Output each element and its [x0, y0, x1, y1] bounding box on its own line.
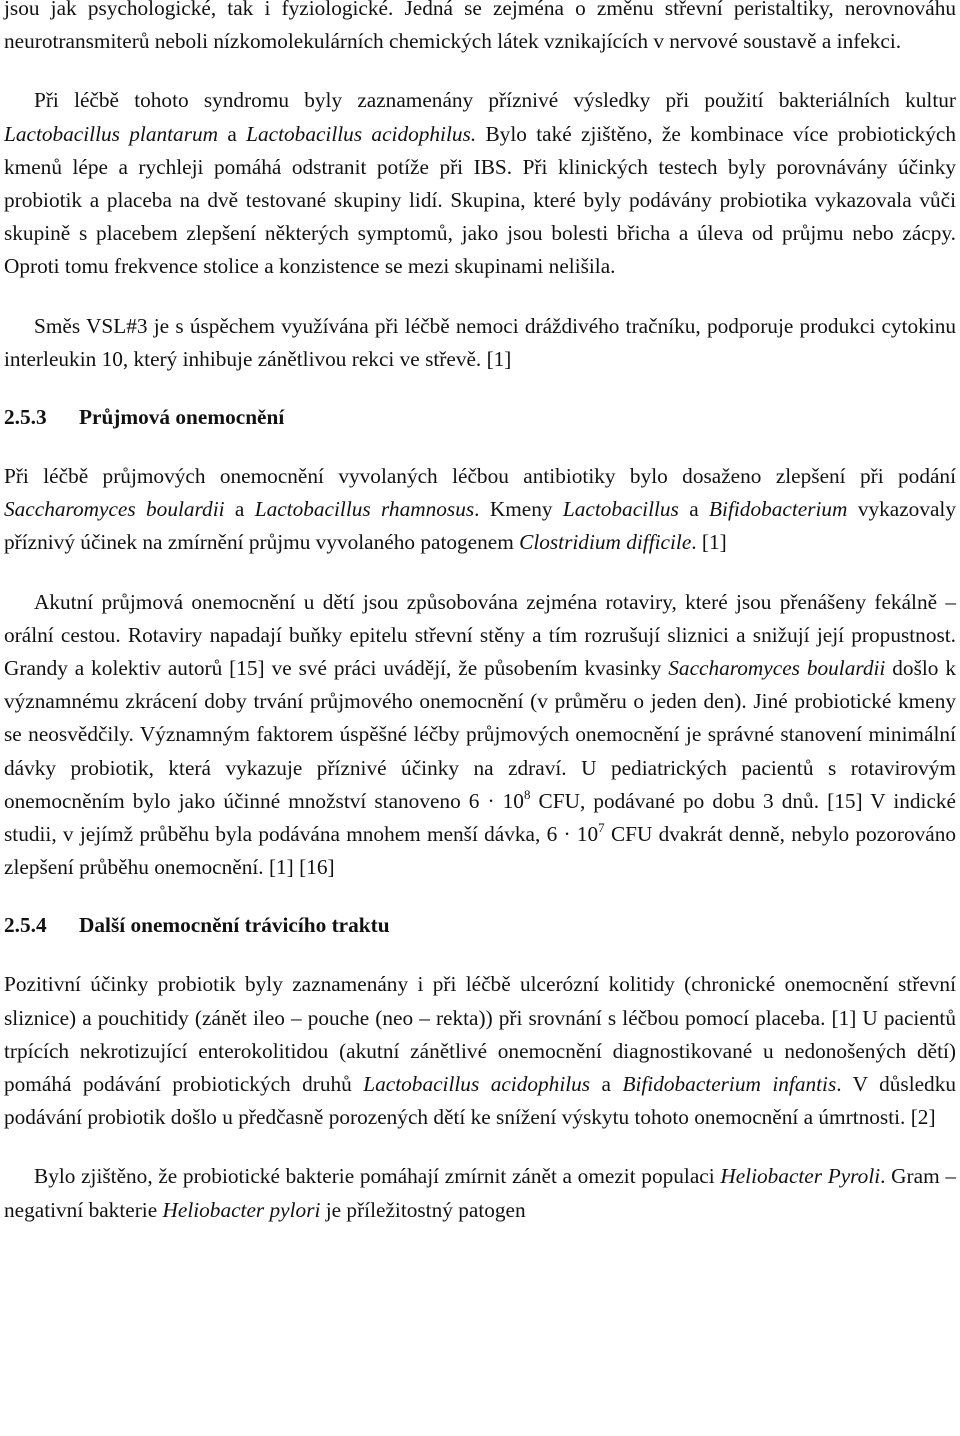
section-number: 2.5.4 [4, 913, 47, 938]
text-run: Pozitivní účinky probiotik byly zaznamenány i při léčbě ulcerózní kolitidy (chronické onemocnění střevní sliznice) a pouchitidy (zánět ileo – pouche (neo – rekta)) při srovnání s léčbou pomocí placeba. [1] U pacientů trpících nekrotizující enterokolitidou (akutní zánětlivé onemocnění diagnostikované u nedonošených dětí) pomáhá podávání probiotických druhů [4, 972, 956, 1097]
document-page [4, 0, 956, 1227]
species-name: Heliobacter Pyroli [720, 1164, 881, 1189]
text-run: CFU, podávané po dobu 3 dnů. [15] V indické studii, v jejímž průběhu byla podávána mnohem menší dávka, 6 · 10 [4, 788, 957, 847]
species-name: Lactobacillus plantarum [4, 121, 219, 146]
species-name: Clostridium difficile [519, 530, 692, 555]
exponent: 8 [523, 786, 531, 802]
paragraph-helicobacter [4, 1160, 956, 1226]
text-run: a [218, 121, 247, 146]
text-run: Při léčbě průjmových onemocnění vyvolaných léčbou antibiotiky bylo dosaženo zlepšení při podání [4, 464, 956, 489]
species-name: Lactobacillus acidophilus. [246, 121, 477, 146]
section-number: 2.5.3 [4, 405, 47, 430]
text-run: Bylo zjištěno, že probiotické bakterie pomáhají zmírnit zánět a omezit populaci [34, 1164, 721, 1189]
species-name: Lactobacillus rhamnosus [254, 497, 475, 522]
text-run: . V důsledku podávání probiotik došlo u předčasně porozených dětí ke snížení výskytu tohoto onemocnění a úmrtnosti. [2] [4, 1072, 957, 1130]
species-name: Heliobacter pylori [162, 1197, 321, 1222]
paragraph-vsl3: Směs VSL#3 je s úspěchem využívána při léčbě nemoci dráždivého tračníku, podporuje produkci cytokinu interleukin 10, který inhibuje zánětlivou rekci ve střevě. [1] [4, 313, 956, 371]
section-title: Další onemocnění trávicího traktu [79, 913, 390, 938]
text-run: a [590, 1072, 623, 1097]
text-run: Při léčbě tohoto syndromu byly zaznamenány příznivé výsledky při použití bakteriálních kultur [34, 88, 956, 113]
section-title: Průjmová onemocnění [79, 405, 285, 430]
text-run: Akutní průjmová onemocnění u dětí jsou způsobována zejména rotaviry, které jsou přenášeny fekálně – orální cestou. Rotaviry napadají buňky epitelu střevní stěny a tím rozrušují sliznici a snižují její propustnost. Grandy a kolektiv autorů [15] ve své práci uvádějí, že působením kvasinky [4, 589, 956, 681]
paragraph-antibiotic-diarrhea [4, 460, 956, 560]
species-name: Bifidobacterium infantis [622, 1072, 837, 1097]
text-run: Bylo také zjištěno, že kombinace více probiotických kmenů lépe a rychleji pomáhá odstranit potíže při IBS. Při klinických testech byly porovnávány účinky probiotik a placeba na dvě testované skupiny lidí. Skupina, které byly podávány probiotika vykazovala vůči skupině s placebem zlepšení některých symptomů, jako jsou bolesti břicha a úleva od průjmu nebo zácpy. Oproti tomu frekvence stolice a konzistence se mezi skupinami nelišila. [4, 121, 957, 279]
paragraph-colitis-enterocolitis [4, 968, 956, 1134]
paragraph-ibs-causes: jsou jak psychologické, tak i fyziologické. Jedná se zejména o změnu střevní peristaltiky, nerovnováhu neurotransmiterů neboli nízkomolekulárních chemických látek vznikajících v nervové soustavě a infekci. [4, 0, 956, 54]
species-name: Bifidobacterium [709, 497, 848, 522]
section-heading-2-5-4 [4, 909, 956, 942]
text-run: . [1] [691, 530, 727, 555]
species-name: Saccharomyces boulardii [4, 497, 225, 522]
text-run: . Gram – negativní bakterie [4, 1164, 956, 1222]
text-run: je příležitostný patogen [320, 1197, 526, 1222]
species-name: Saccharomyces boulardii [668, 656, 886, 681]
text-run: a [678, 497, 710, 522]
text-run: a [224, 497, 255, 522]
text-run: . Kmeny [474, 497, 563, 522]
text-run: vykazovaly příznivý účinek na zmírnění průjmu vyvolaného patogenem [4, 497, 956, 555]
species-name: Lactobacillus acidophilus [363, 1072, 591, 1097]
text-run: došlo k významnému zkrácení doby trvání průjmového onemocnění (v průměru o jeden den). Jiné probiotické kmeny se neosvědčily. Významným faktorem úspěšné léčby průjmových onemocnění je správné stanovení minimální dávky probiotik, která vykazuje příznivé účinky na zdraví. U pediatrických pacientů s rotavirovým onemocněním bylo jako účinné množství stanoveno 6 · 10 [4, 656, 956, 813]
paragraph-ibs-treatment [4, 84, 956, 283]
text-run: CFU dvakrát denně, nebylo pozorováno zlepšení průběhu onemocnění. [1] [16] [4, 822, 956, 880]
exponent: 7 [598, 820, 605, 836]
section-heading-2-5-3 [4, 401, 956, 434]
species-name: Lactobacillus [562, 497, 679, 522]
paragraph-acute-diarrhea-children [4, 586, 956, 885]
